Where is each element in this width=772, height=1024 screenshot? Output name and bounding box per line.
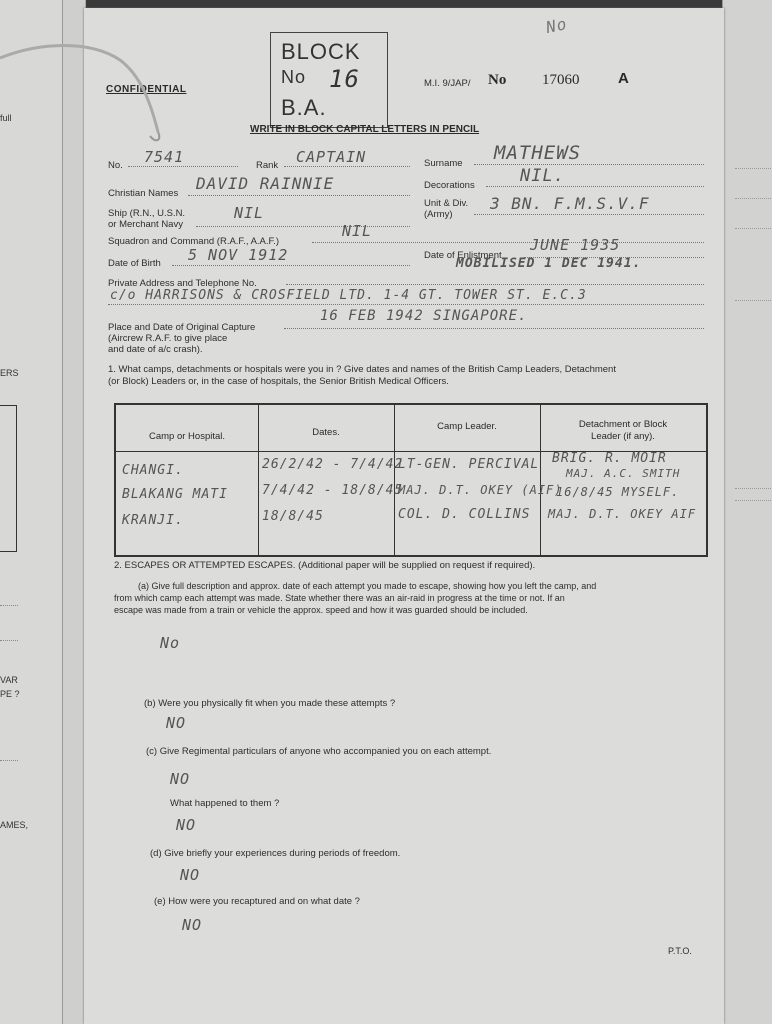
left-fragment: PE ? (0, 689, 20, 699)
address-label: Private Address and Telephone No. (108, 278, 257, 289)
answer-2b: NO (166, 714, 187, 732)
pto-label: P.T.O. (668, 946, 692, 956)
left-fragment: VAR (0, 675, 18, 685)
table-row-1-camp: CHANGI. (122, 463, 184, 478)
question-2a-cont-2: escape was made from a train or vehicle the approx. speed and how it was guarded should be included. (114, 605, 528, 615)
decorations-label: Decorations (424, 180, 475, 191)
question-2a-cont: from which camp each attempt was made. State whether there was an air-raid in progress at the time or not. If an (114, 593, 565, 603)
dob-value: 5 NOV 1912 (188, 246, 289, 264)
stamp-block: BLOCK (281, 39, 361, 64)
table-header-dates: Dates. (312, 427, 340, 438)
christian-names-label: Christian Names (108, 188, 179, 199)
answer-2c-followup: NO (176, 816, 197, 834)
document-number: 17060 (542, 72, 580, 88)
stamp-block-number: 16 (329, 65, 360, 93)
table-row-2-camp: BLAKANG MATI (122, 487, 228, 502)
answer-2c: NO (170, 770, 191, 788)
document-suffix: A (618, 70, 629, 87)
decorations-value: NIL. (520, 166, 565, 186)
capture-value: 16 FEB 1942 SINGAPORE. (320, 308, 528, 324)
unit-label: Unit & Div. (424, 198, 469, 209)
capture-label-2: (Aircrew R.A.F. to give place (108, 333, 228, 344)
surname-value: MATHEWS (494, 142, 582, 164)
left-dotted-line (0, 605, 18, 606)
table-row-3-dates: 18/8/45 (262, 509, 324, 524)
unit-label-2: (Army) (424, 209, 453, 220)
service-no-value: 7541 (144, 148, 185, 166)
service-no-label: No. (108, 160, 123, 171)
question-2-title: 2. ESCAPES OR ATTEMPTED ESCAPES. (Additional paper will be supplied on request if required). (114, 560, 536, 571)
question-1: 1. What camps, detachments or hospitals were you in ? Give dates and names of the British Camp Leaders, Detachment (108, 364, 616, 375)
ship-label-2: or Merchant Navy (108, 219, 183, 230)
camp-table (114, 403, 708, 557)
table-header-detachment: Detachment or Block (578, 419, 668, 430)
table-row-2-detachment: MAJ. A.C. SMITH (566, 467, 681, 480)
question-2d: (d) Give briefly your experiences during periods of freedom. (150, 848, 401, 859)
enlistment-value: JUNE 1935 (530, 236, 621, 254)
table-header-leader: Camp Leader. (437, 421, 497, 432)
reference-label: M.I. 9/JAP/ (424, 78, 471, 89)
block-stamp (270, 32, 388, 128)
question-2b: (b) Were you physically fit when you made these attempts ? (144, 698, 396, 709)
table-row-1-detachment: BRIG. R. MOIR (552, 451, 667, 466)
answer-2a: No (160, 634, 181, 652)
pow-questionnaire-page (84, 8, 724, 1024)
left-fragment: ERS (0, 368, 19, 378)
underlying-right-pages (722, 0, 772, 1024)
question-1-cont: (or Block) Leaders or, in the case of hospitals, the Senior British Medical Officers. (108, 376, 449, 387)
left-dotted-line (0, 640, 18, 641)
unit-value: 3 BN. F.M.S.V.F (490, 194, 650, 213)
table-row-1-dates: 26/2/42 - 7/4/42 (262, 457, 404, 472)
stamp-ba: B.A. (281, 95, 327, 120)
question-2a: (a) Give full description and approx. date of each attempt you made to escape, showing how you left the camp, and (138, 581, 597, 591)
rank-label: Rank (256, 160, 279, 171)
surname-label: Surname (424, 158, 463, 169)
left-table-edge (0, 405, 17, 552)
capture-label: Place and Date of Original Capture (108, 322, 256, 333)
question-2c: (c) Give Regimental particulars of anyone who accompanied you on each attempt. (146, 746, 492, 757)
ship-value: NIL (234, 204, 265, 222)
left-fragment: AMES, (0, 820, 29, 830)
rank-value: CAPTAIN (296, 148, 367, 166)
table-extra-detachment: MAJ. D.T. OKEY AIF (548, 507, 697, 521)
confidential-label: CONFIDENTIAL (106, 84, 187, 95)
question-2e: (e) How were you recaptured and on what date ? (154, 896, 360, 907)
mobilised-value: MOBILISED 1 DEC 1941. (456, 256, 642, 271)
left-fragment: full (0, 113, 12, 123)
underlying-left-page (0, 0, 62, 1024)
pencil-instruction: WRITE IN BLOCK CAPITAL LETTERS IN PENCIL (250, 124, 480, 135)
table-header-detachment-2: Leader (if any). (591, 431, 655, 442)
table-row-3-detachment: 16/8/45 MYSELF. (556, 485, 680, 499)
corner-handwritten-mark: No (544, 13, 570, 38)
ship-label: Ship (R.N., U.S.N. (108, 208, 186, 219)
table-row-1-leader: LT-GEN. PERCIVAL (398, 457, 540, 472)
table-header-camp: Camp or Hospital. (148, 431, 226, 442)
left-dotted-line (0, 760, 18, 761)
stamp-no: No (281, 67, 307, 87)
table-row-3-leader: COL. D. COLLINS (398, 507, 531, 522)
address-value: c/o HARRISONS & CROSFIELD LTD. 1-4 GT. TOWER ST. E.C.3 (110, 288, 587, 303)
christian-names-value: DAVID RAINNIE (196, 174, 335, 193)
answer-2d: NO (180, 866, 201, 884)
table-row-2-leader: MAJ. D.T. OKEY (AIF) (398, 483, 563, 497)
table-row-3-camp: KRANJI. (122, 513, 184, 528)
table-row-2-dates: 7/4/42 - 18/8/45 (262, 483, 404, 498)
dob-label: Date of Birth (108, 258, 161, 269)
answer-2e: NO (182, 916, 203, 934)
number-label: No (488, 72, 507, 88)
squadron-value: NIL (342, 222, 373, 240)
capture-label-3: and date of a/c crash). (108, 344, 203, 355)
enlistment-label: Date of Enlistment (424, 250, 502, 261)
question-2c-followup: What happened to them ? (170, 798, 280, 809)
binding-strip (62, 0, 86, 1024)
squadron-label: Squadron and Command (R.A.F., A.A.F.) (108, 236, 280, 247)
